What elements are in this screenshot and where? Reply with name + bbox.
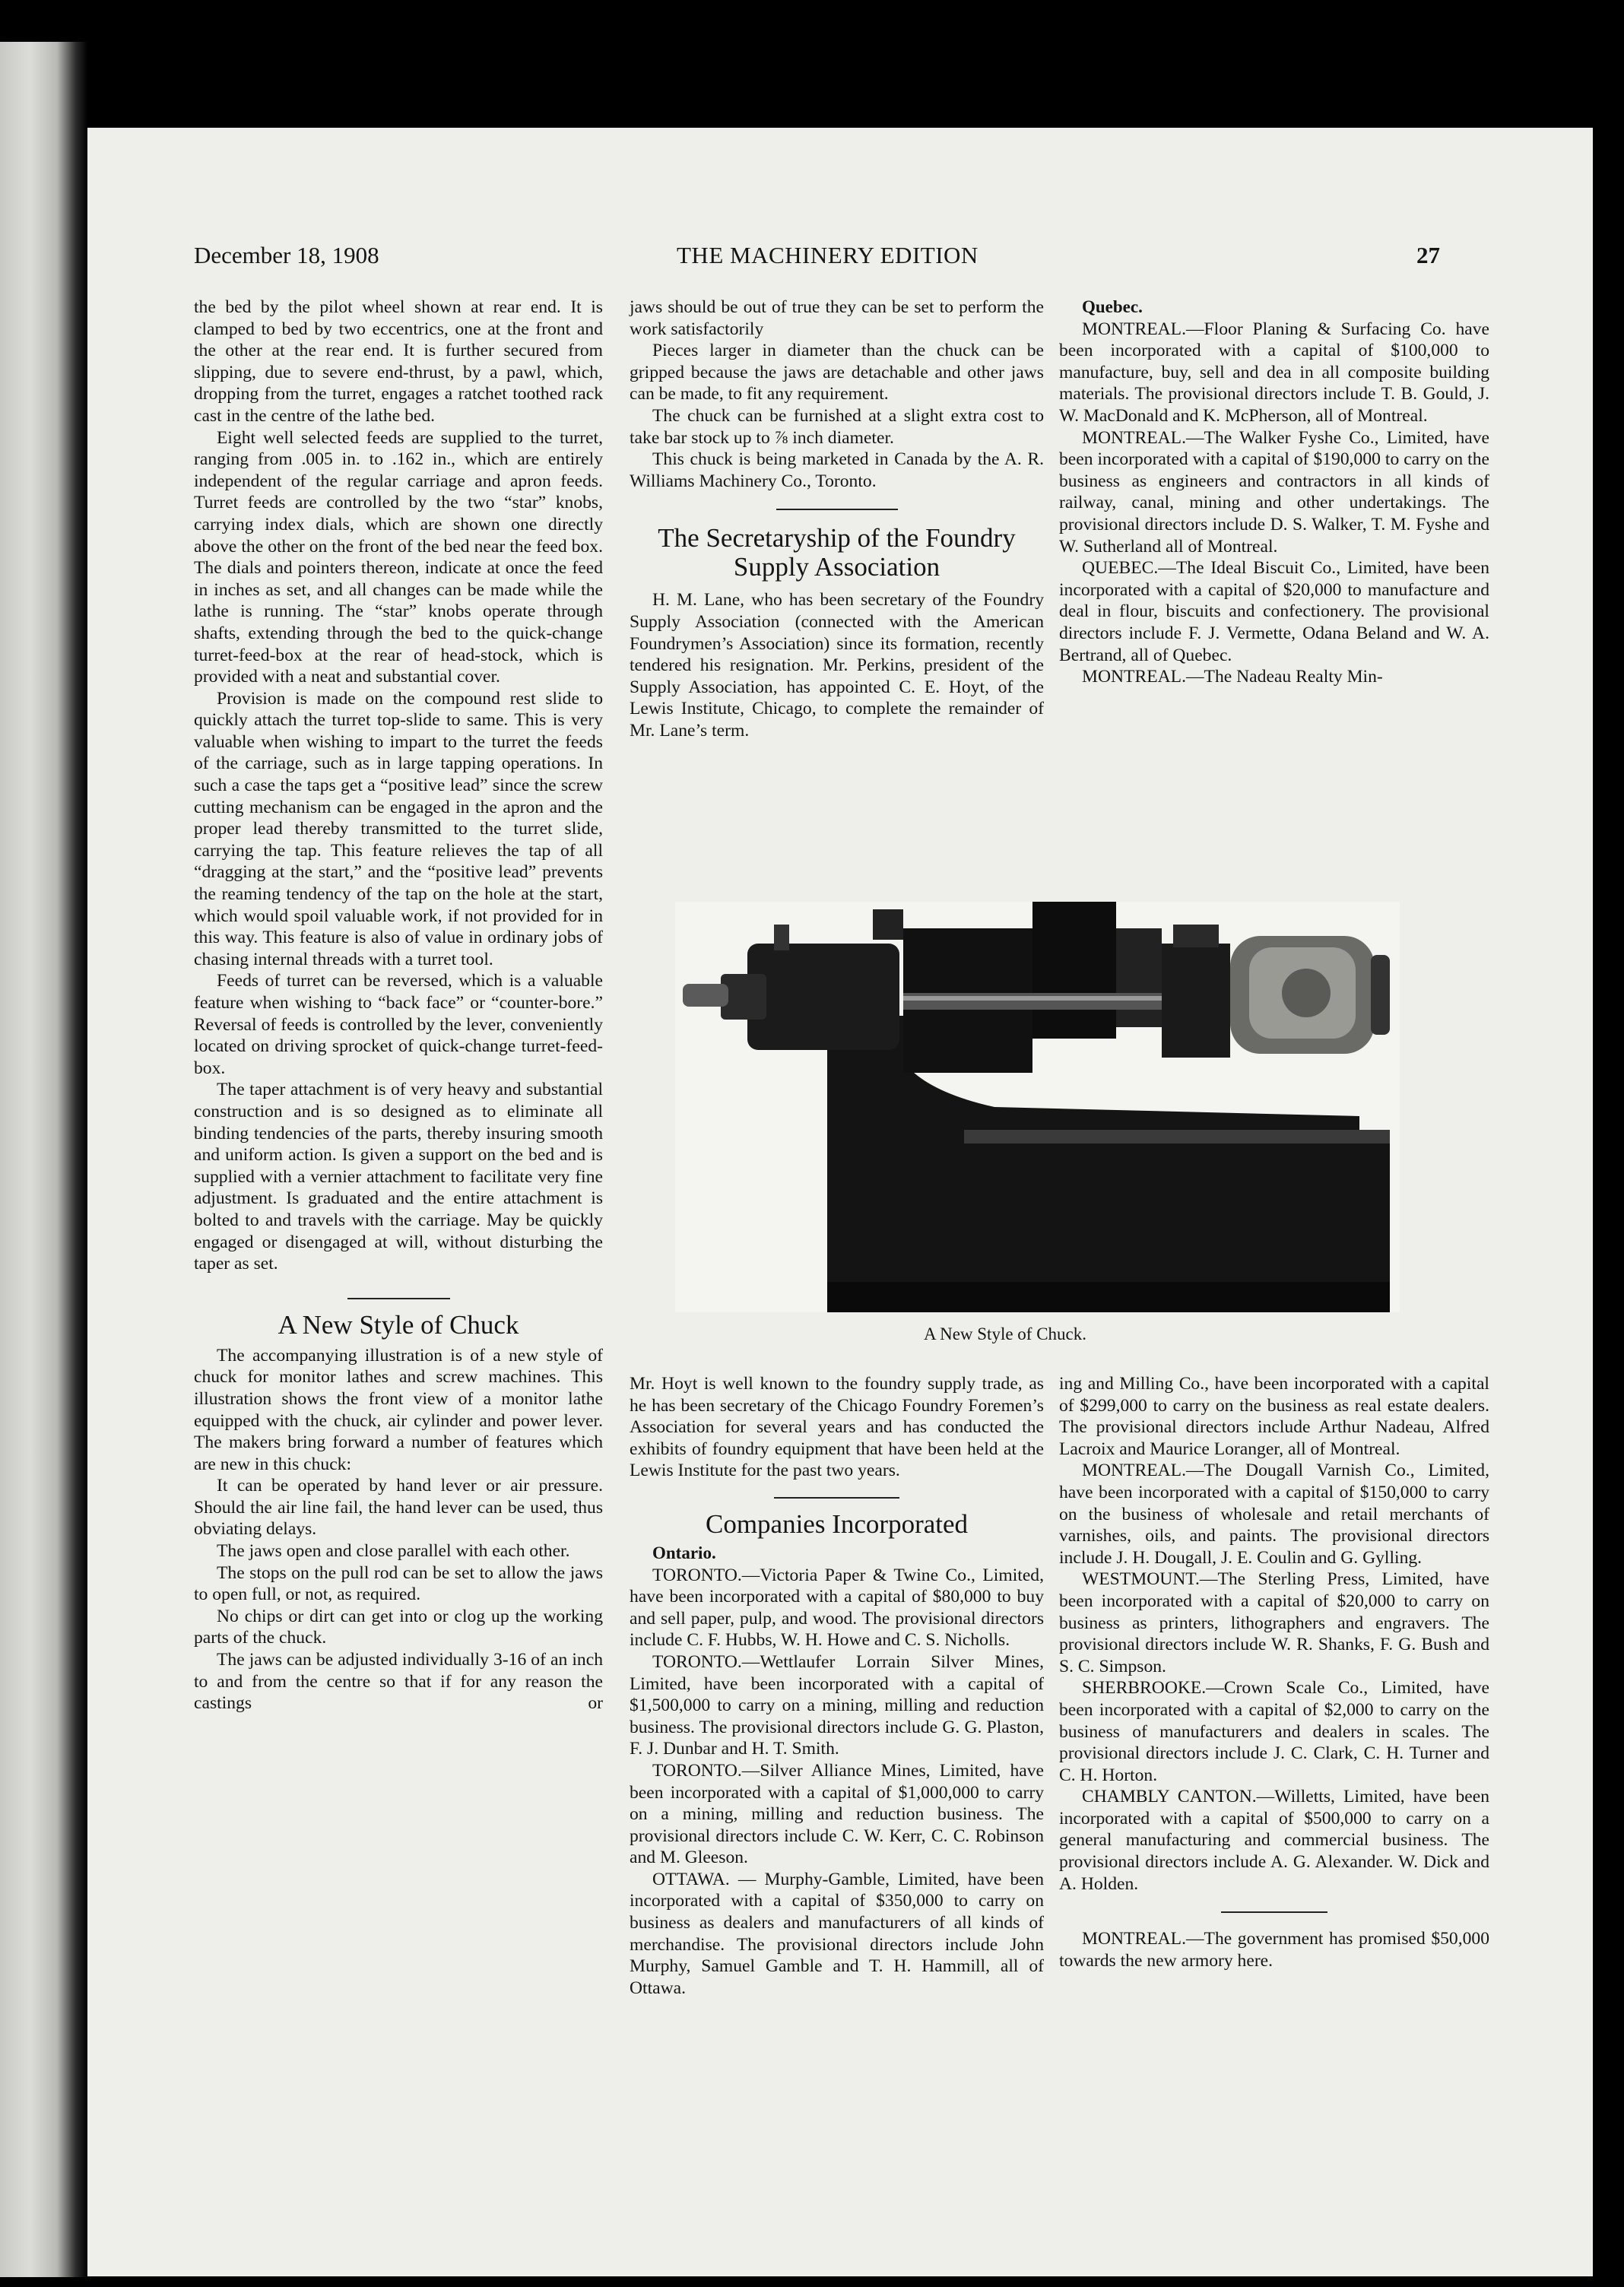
column-3-top xyxy=(1059,297,1489,688)
body-paragraph: QUEBEC.—The Ideal Biscuit Co., Limited, have been incorporated with a capital of $20,000 to manufacture and deal in flour, biscuits and confectionery. The provisional directors include F. J. Vermette, Odana Beland and W. A. Bertrand, all of Quebec. xyxy=(1059,558,1489,665)
body-paragraph: The jaws open and close parallel with each other. xyxy=(217,1541,570,1562)
body-paragraph: MONTREAL.—Floor Planing & Surfacing Co. have been incorporated with a capital of $100,000 to manufacture, buy, sell and dea in all composite building materials. The provisional directors include T. B. Gould, J. W. MacDonald and K. McPherson, all of Montreal. xyxy=(1059,319,1489,426)
secretaryship-heading-line-2: Supply Association xyxy=(733,552,940,582)
body-paragraph: The stops on the pull rod can be set to allow the jaws to open full, or not, as required. xyxy=(194,1562,603,1605)
body-paragraph: Provision is made on the compound rest slide to quickly attach the turret top-slide to same. This is very valuable when wishing to impart to the turret the feeds of the carriage, such as in large tapping operations. In such a case the taps get a “positive lead” since the screw cutting mechanism can be engaged in the apron and the proper lead thereby transmitted to the turret slide, carrying the tap. This feature relieves the tap of all “dragging at the start,” and the “positive lead” prevents the reaming tendency of the tap on the hole at the start, which would spoil valuable work, if not provided for in this way. This feature is also of value in ordinary jobs of chasing internal threads with a turret tool. xyxy=(194,688,603,969)
body-paragraph: CHAMBLY CANTON.—Willetts, Limited, have been incorporated with a capital of $500,000 to carry on a general manufacturing and commercial business. The provisional directors include A. G. Alexander. W. Dick and A. Holden. xyxy=(1059,1787,1489,1894)
section-divider xyxy=(774,1497,899,1499)
scanner-page-edge xyxy=(0,42,87,2277)
column-2-top xyxy=(630,297,1044,742)
newspaper-page xyxy=(87,128,1593,2276)
body-paragraph: the bed by the pilot wheel shown at rear end. It is clamped to bed by two eccentrics, one at the front and the other at the rear end. It is further secured from slipping, due to severe end-thrust, by a pawl, which, dropping from the turret, engages a ratchet toothed rack cast in the centre of the lathe bed. xyxy=(194,297,603,426)
column-1 xyxy=(194,297,603,1714)
body-paragraph: It can be operated by hand lever or air pressure. Should the air line fail, the hand lever can be used, thus obviating delays. xyxy=(194,1476,603,1540)
section-label-ontario: Ontario. xyxy=(652,1543,716,1562)
body-paragraph: MONTREAL.—The Dougall Varnish Co., Limited, have been incorporated with a capital of $150,000 to carry on the business of wholesale and retail merchants of varnishes, oils, and paints. The provisional directors include J. H. Dougall, J. E. Coulin and G. Gylling. xyxy=(1059,1461,1489,1568)
body-paragraph: TORONTO.—Silver Alliance Mines, Limited, have been incorporated with a capital of $1,000,000 to carry on a mining, milling and reduction business. The provisional directors include C. W. Kerr, C. C. Robinson and M. Gleeson. xyxy=(630,1760,1044,1868)
body-paragraph: WESTMOUNT.—The Sterling Press, Limited, have been incorporated with a capital of $20,000 to carry on business as printers, lithographers and engravers. The provisional directors include W. R. Shanks, F. G. Bush and S. C. Simpson. xyxy=(1059,1569,1489,1676)
body-paragraph: The chuck can be furnished at a slight extra cost to take bar stock up to ⅞ inch diameter. xyxy=(630,405,1044,448)
body-paragraph: The taper attachment is of very heavy and substantial construction and is so designed as to eliminate all binding tendencies of the parts, thereby insuring smooth and uniform action. Is given a support on the bed and is supplied with a vernier attachment to facilitate very fine adjustment. Is graduated and the entire attachment is bolted to and travels with the carriage. May be quickly engaged or disengaged at will, without disturbing the taper as set. xyxy=(194,1080,603,1274)
body-paragraph: Feeds of turret can be reversed, which is a valuable feature when wishing to “back face” or “counter-bore.” Reversal of feeds is controlled by the lever, conveniently located on driving sprocket of quick-change turret-feed-box. xyxy=(194,971,603,1078)
body-paragraph: MONTREAL.—The Nadeau Realty Min- xyxy=(1082,667,1383,687)
secretaryship-heading-line-1: The Secretaryship of the Foundry xyxy=(658,523,1016,554)
body-paragraph: Eight well selected feeds are supplied to the turret, ranging from .005 in. to .162 in., which are entirely independent of the regular carriage and apron feeds. Turret feeds are controlled by the two “star” knobs, carrying index dials, which are shown one directly above the other on the front of the bed near the feed box. The dials and pointers thereon, indicate at once the feed in inches as set, and all changes can be made while the lathe is running. The “star” knobs operate through shafts, extending through the bed to the quick-change turret-feed-box at the rear of head-stock, which is provided with a neat and substantial cover. xyxy=(194,427,603,687)
header-page-number: 27 xyxy=(1416,242,1440,268)
companies-incorporated-heading: Companies Incorporated xyxy=(705,1508,969,1539)
chuck-article-heading: A New Style of Chuck xyxy=(278,1309,519,1340)
body-paragraph: The jaws can be adjusted individually 3-16 of an inch to and from the centre so that if for any reason the castings or xyxy=(194,1650,603,1714)
section-divider xyxy=(1221,1911,1327,1913)
body-paragraph: No chips or dirt can get into or clog up the working parts of the chuck. xyxy=(194,1606,603,1648)
body-paragraph: This chuck is being marketed in Canada by the A. R. Williams Machinery Co., Toronto. xyxy=(630,449,1044,491)
body-paragraph: Pieces larger in diameter than the chuck can be gripped because the jaws are detachable and other jaws can be made, to fit any requirement. xyxy=(630,341,1044,404)
body-paragraph: H. M. Lane, who has been secretary of the Foundry Supply Association (connected with the American Foundrymen’s Association) since its formation, recently tendered his resignation. Mr. Perkins, president of the Supply Association, has appointed C. E. Hoyt, of the Lewis Institute, Chicago, to complete the remainder of Mr. Lane’s term. xyxy=(630,590,1044,741)
column-3-bottom xyxy=(1059,1373,1489,1971)
column-2-bottom xyxy=(630,1373,1044,1999)
section-divider xyxy=(776,509,898,510)
body-paragraph: TORONTO.—Victoria Paper & Twine Co., Limited, have been incorporated with a capital of $80,000 to buy and sell paper, pulp, and wood. The provisional directors include C. F. Hubbs, W. H. Howe and C. S. Nicholls. xyxy=(630,1565,1044,1651)
body-paragraph: TORONTO.—Wettlaufer Lorrain Silver Mines, Limited, have been incorporated with a capital of $1,500,000 to carry on a mining, milling and reduction business. The provisional directors include G. G. Plaston, F. J. Dunbar and H. T. Smith. xyxy=(630,1651,1044,1759)
body-paragraph: ing and Milling Co., have been incorporated with a capital of $299,000 to carry on the business as real estate dealers. The provisional directors include Arthur Nadeau, Alfred Lacroix and Maurice Loranger, all of Montreal. xyxy=(1059,1374,1489,1459)
body-paragraph: jaws should be out of true they can be set to perform the work satisfactorily xyxy=(630,297,1044,339)
body-paragraph: SHERBROOKE.—Crown Scale Co., Limited, have been incorporated with a capital of $2,000 to carry on the business of manufacturers and dealers in scales. The provisional directors include J. C. Clark, C. H. Turner and C. H. Horton. xyxy=(1059,1678,1489,1785)
chuck-photo xyxy=(675,902,1400,1312)
section-divider xyxy=(347,1298,450,1299)
body-paragraph: Mr. Hoyt is well known to the foundry supply trade, as he has been secretary of the Chicago Foundry Foremen’s Association for several years and has conducted the exhibits of foundry equipment that have been held at the Lewis Institute for the past two years. xyxy=(630,1374,1044,1481)
figure-caption: A New Style of Chuck. xyxy=(924,1324,1087,1343)
header-date: December 18, 1908 xyxy=(194,242,379,268)
body-paragraph: MONTREAL.—The government has promised $50,000 towards the new armory here. xyxy=(1059,1929,1489,1971)
body-paragraph: OTTAWA. — Murphy-Gamble, Limited, have been incorporated with a capital of $350,000 to carry on business as dealers and manufacturers of all kinds of merchandise. The provisional directors include John Murphy, Samuel Gamble and T. H. Hammill, all of Ottawa. xyxy=(630,1869,1044,1998)
section-label-quebec: Quebec. xyxy=(1082,297,1143,316)
body-paragraph: The accompanying illustration is of a new style of chuck for monitor lathes and screw machines. This illustration shows the front view of a monitor lathe equipped with the chuck, air cylinder and power lever. The makers bring forward a number of features which are new in this chuck: xyxy=(194,1345,603,1474)
lathe-chuck-illustration xyxy=(675,902,1400,1312)
body-paragraph: MONTREAL.—The Walker Fyshe Co., Limited, have been incorporated with a capital of $190,000 to carry on the business as engineers and contractors in all kinds of railway, canal, mining and other undertakings. The provisional directors include D. S. Walker, T. M. Fyshe and W. Sutherland all of Montreal. xyxy=(1059,427,1489,557)
header-title: THE MACHINERY EDITION xyxy=(677,242,979,268)
